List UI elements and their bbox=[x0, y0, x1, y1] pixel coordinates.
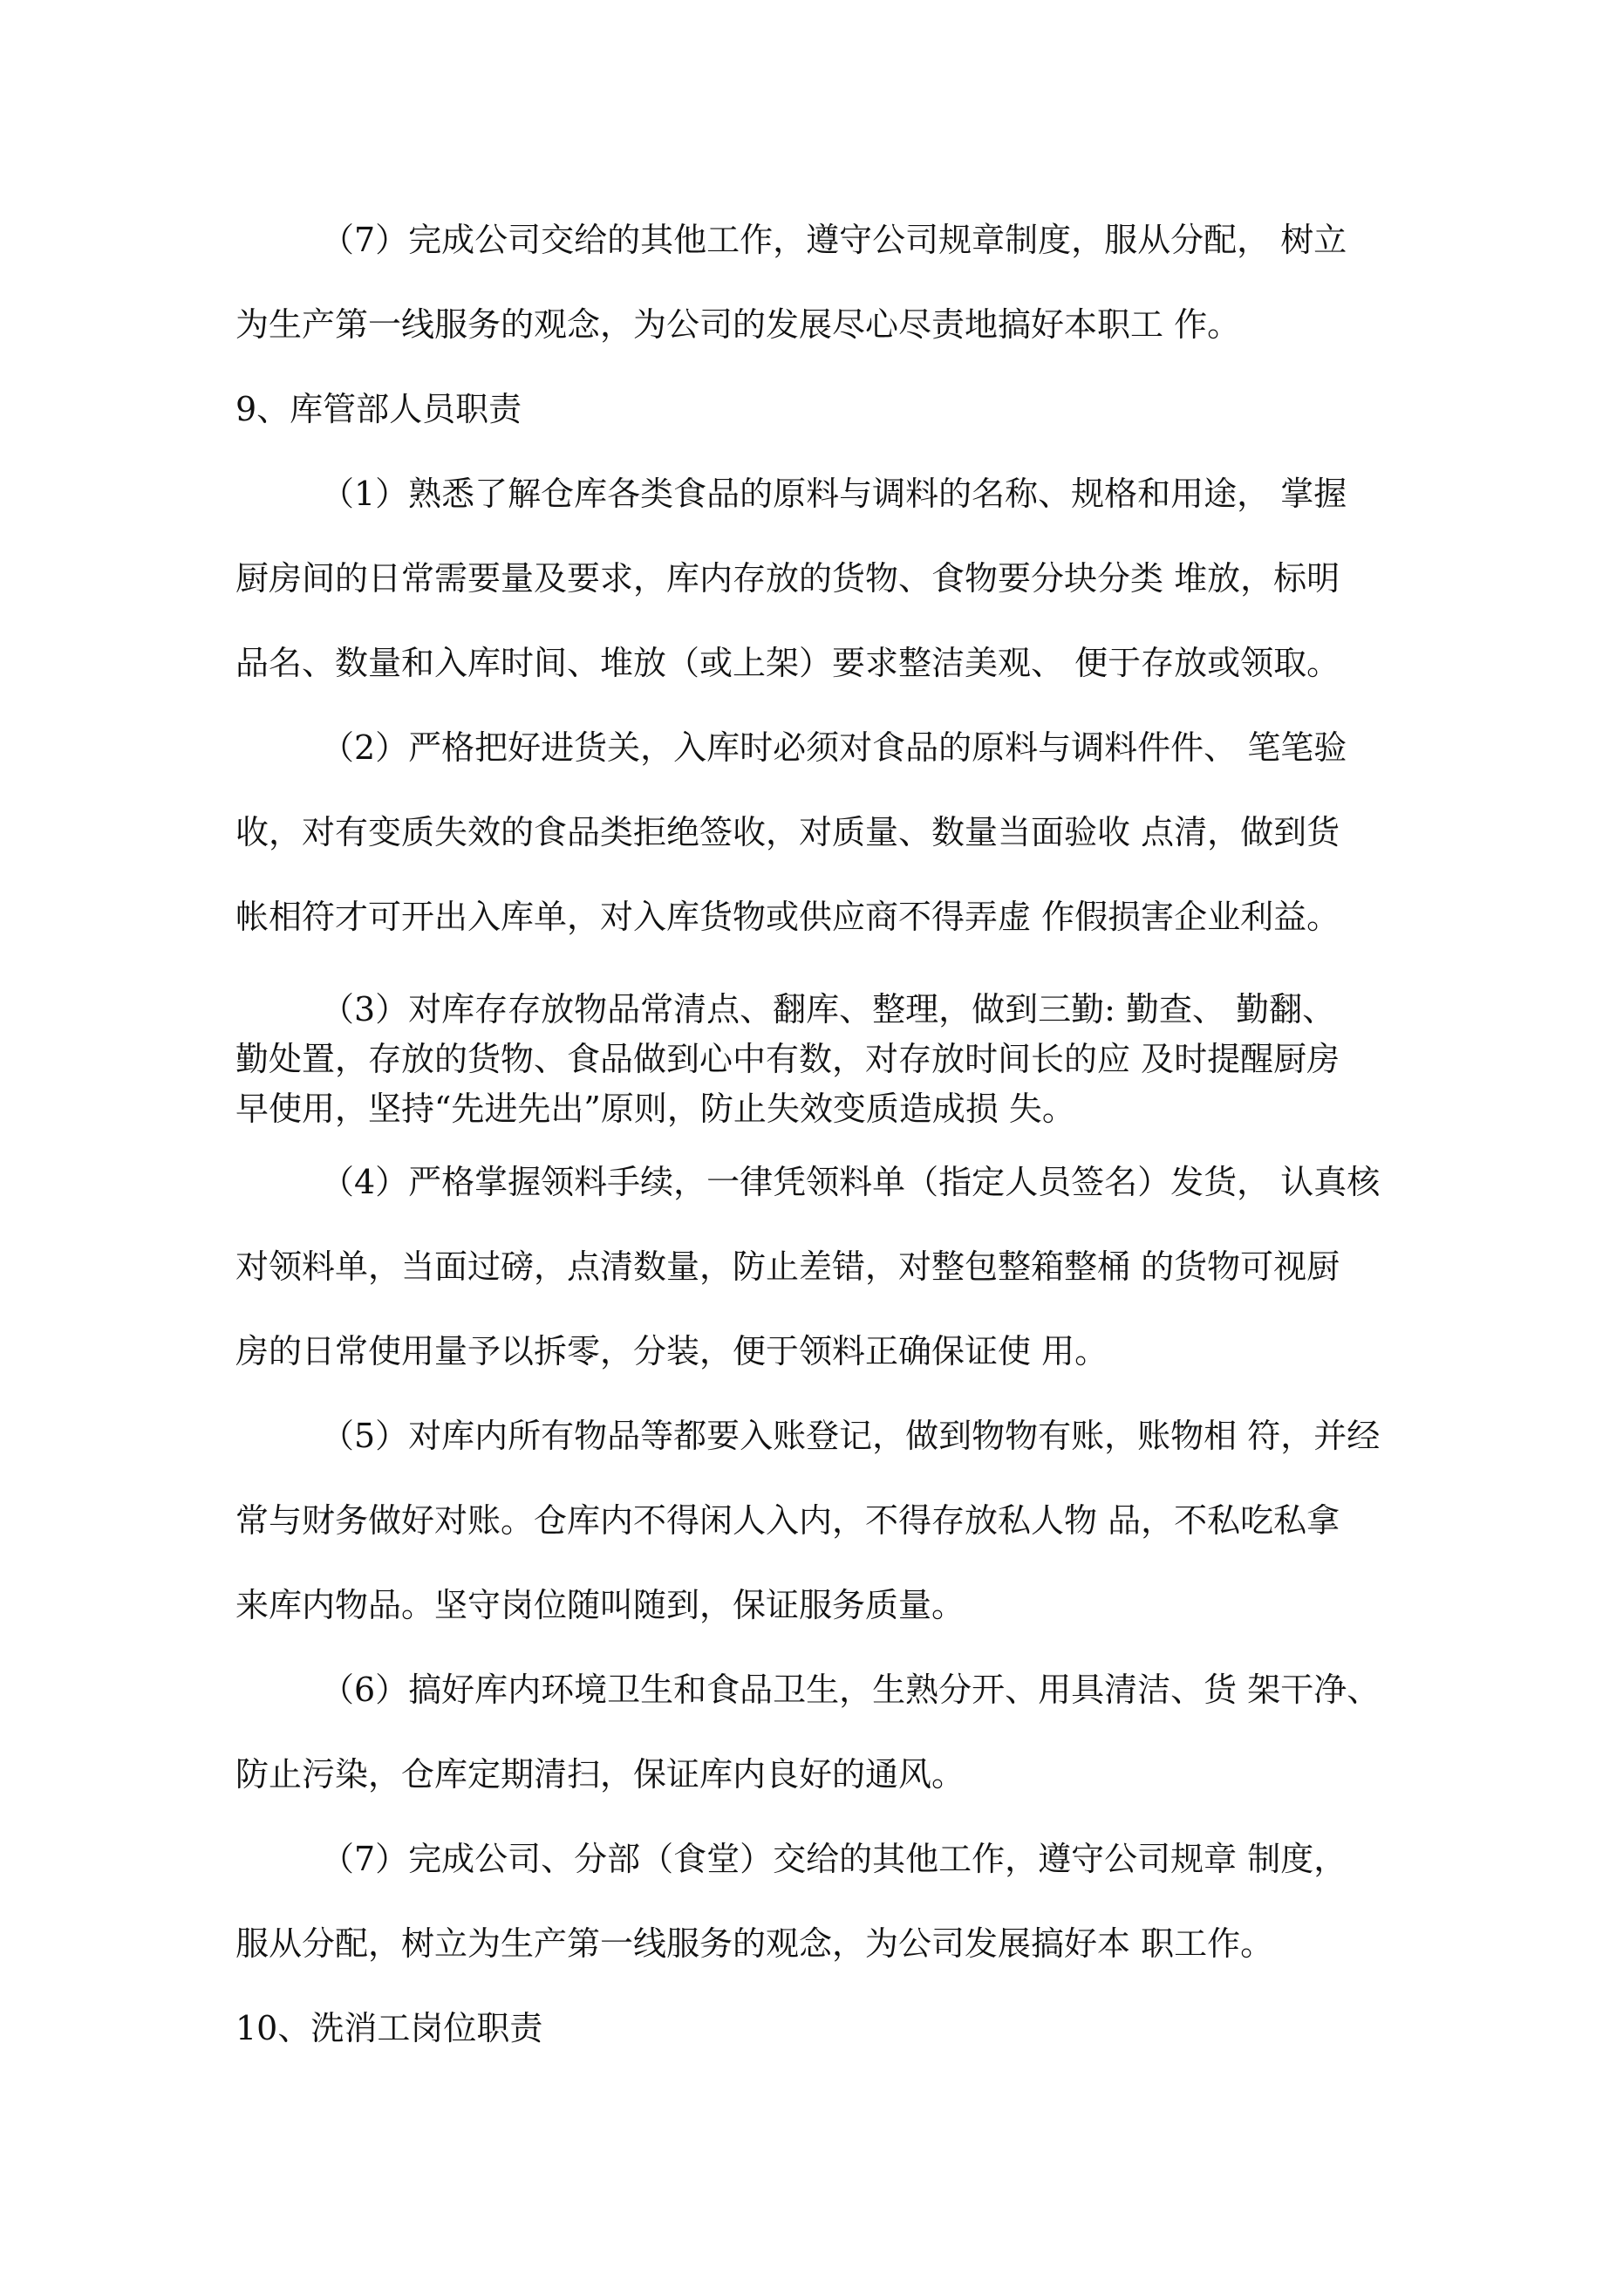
text-line: 来库内物品。坚守岗位随叫随到，保证服务质量。 bbox=[235, 1586, 965, 1624]
text-line: （5）对库内所有物品等都要入账登记，做到物物有账，账物相 符，并经 bbox=[321, 1417, 1381, 1455]
text-line: 收，对有变质失效的食品类拒绝签收，对质量、数量当面验收 点清，做到货 bbox=[235, 813, 1340, 851]
text-line: 服从分配，树立为生产第一线服务的观念，为公司发展搞好本 职工作。 bbox=[235, 1924, 1274, 1963]
text-line: 品名、数量和入库时间、堆放（或上架）要求整洁美观、 便于存放或领取。 bbox=[235, 644, 1340, 682]
text-line: 厨房间的日常需要量及要求，库内存放的货物、食物要分块分类 堆放，标明 bbox=[235, 559, 1340, 598]
text-line: （2）严格把好进货关，入库时必须对食品的原料与调料件件、 笔笔验 bbox=[321, 728, 1347, 767]
text-line: 为生产第一线服务的观念，为公司的发展尽心尽责地搞好本职工 作。 bbox=[235, 305, 1241, 344]
text-line: 防止污染，仓库定期清扫，保证库内良好的通风。 bbox=[235, 1755, 965, 1794]
text-line: （3）对库存存放物品常清点、翻库、整理，做到三勤: 勤查、 勤翻、 bbox=[321, 990, 1336, 1028]
section-heading: 10、洗消工岗位职责 bbox=[235, 2009, 543, 2047]
text-line: （4）严格掌握领料手续，一律凭领料单（指定人员签名）发货， 认真核 bbox=[321, 1163, 1381, 1201]
text-line: （7）完成公司、分部（食堂）交给的其他工作，遵守公司规章 制度， bbox=[321, 1840, 1347, 1878]
text-line: 房的日常使用量予以拆零，分装，便于领料正确保证使 用。 bbox=[235, 1332, 1108, 1370]
text-line: （6）搞好库内环境卫生和食品卫生，生熟分开、用具清洁、货 架干净、 bbox=[321, 1671, 1381, 1709]
text-line: （7）完成公司交给的其他工作，遵守公司规章制度，服从分配， 树立 bbox=[321, 221, 1347, 259]
section-heading: 9、库管部人员职责 bbox=[235, 390, 522, 428]
text-line: 早使用，坚持“先进先出”原则，防止失效变质造成损 失。 bbox=[235, 1090, 1075, 1128]
text-line: 帐相符才可开出入库单，对入库货物或供应商不得弄虚 作假损害企业利益。 bbox=[235, 898, 1340, 936]
text-line: 勤处置，存放的货物、食品做到心中有数，对存放时间长的应 及时提醒厨房 bbox=[235, 1040, 1340, 1078]
text-line: （1）熟悉了解仓库各类食品的原料与调料的名称、规格和用途， 掌握 bbox=[321, 475, 1347, 513]
text-line: 对领料单，当面过磅，点清数量，防止差错，对整包整箱整桶 的货物可视厨 bbox=[235, 1247, 1340, 1286]
text-line: 常与财务做好对账。仓库内不得闲人入内，不得存放私人物 品，不私吃私拿 bbox=[235, 1501, 1340, 1540]
